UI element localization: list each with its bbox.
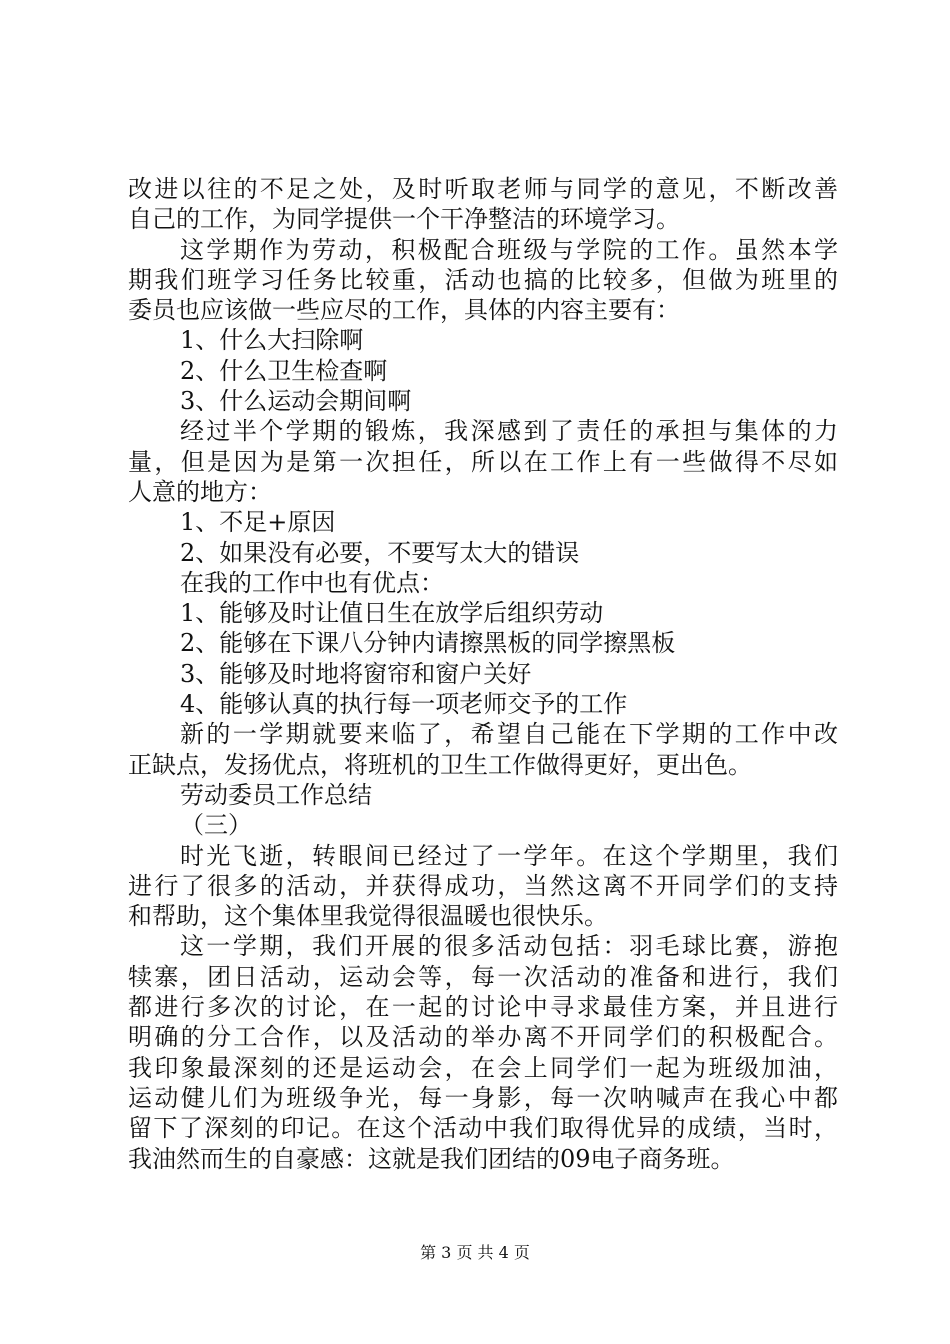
text-line: 这学期作为劳动，积极配合班级与学院的工作。虽然本学 [180, 235, 838, 264]
text-line: 量，但是因为是第一次担任，所以在工作上有一些做得不尽如 [128, 447, 838, 476]
text-line: 1、能够及时让值日生在放学后组织劳动 [180, 599, 604, 628]
text-line: 在我的工作中也有优点： [180, 568, 444, 597]
text-line: 时光飞逝，转眼间已经过了一学年。在这个学期里，我们 [180, 841, 838, 870]
text-line: 人意的地方： [128, 477, 272, 506]
text-line: 我印象最深刻的还是运动会，在会上同学们一起为班级加油， [128, 1053, 838, 1082]
text-line: 进行了很多的活动，并获得成功，当然这离不开同学们的支持 [128, 871, 838, 900]
text-line: 2、什么卫生检查啊 [180, 356, 388, 385]
text-line: 期我们班学习任务比较重，活动也搞的比较多，但做为班里的 [128, 265, 838, 294]
text-line: 都进行多次的讨论，在一起的讨论中寻求最佳方案，并且进行 [128, 993, 838, 1022]
text-line: 1、不足+原因 [180, 508, 336, 537]
text-line: 委员也应该做一些应尽的工作，具体的内容主要有： [128, 296, 680, 325]
text-line: 4、能够认真的执行每一项老师交予的工作 [180, 690, 628, 719]
text-line: 3、什么运动会期间啊 [180, 387, 412, 416]
text-line: 3、能够及时地将窗帘和窗户关好 [180, 659, 532, 688]
text-line: （三） [180, 811, 252, 840]
text-line: 正缺点，发扬优点，将班机的卫生工作做得更好，更出色。 [128, 750, 752, 779]
text-line: 明确的分工合作，以及活动的举办离不开同学们的积极配合。 [128, 1023, 838, 1052]
page-footer: 第 3 页 共 4 页 [420, 1243, 530, 1262]
text-line: 自己的工作，为同学提供一个干净整洁的环境学习。 [128, 205, 680, 234]
text-line: 劳动委员工作总结 [180, 780, 372, 809]
text-line: 留下了深刻的印记。在这个活动中我们取得优异的成绩，当时， [128, 1114, 838, 1143]
text-line: 我油然而生的自豪感：这就是我们团结的09电子商务班。 [128, 1144, 735, 1173]
text-line: 运动健儿们为班级争光，每一身影，每一次呐喊声在我心中都 [128, 1083, 838, 1112]
text-line: 这一学期，我们开展的很多活动包括：羽毛球比赛，游抱 [180, 932, 838, 961]
text-line: 2、如果没有必要，不要写太大的错误 [180, 538, 580, 567]
text-line: 和帮助，这个集体里我觉得很温暖也很快乐。 [128, 902, 608, 931]
text-line: 改进以往的不足之处，及时听取老师与同学的意见，不断改善 [128, 175, 838, 203]
text-line: 犊寨，团日活动，运动会等，每一次活动的准备和进行，我们 [128, 962, 838, 991]
document-body [128, 174, 838, 1174]
text-line: 1、什么大扫除啊 [180, 326, 364, 355]
text-line: 经过半个学期的锻炼，我深感到了责任的承担与集体的力 [180, 417, 838, 446]
text-line: 2、能够在下课八分钟内请擦黑板的同学擦黑板 [180, 629, 676, 658]
text-line: 新的一学期就要来临了，希望自己能在下学期的工作中改 [180, 720, 838, 749]
